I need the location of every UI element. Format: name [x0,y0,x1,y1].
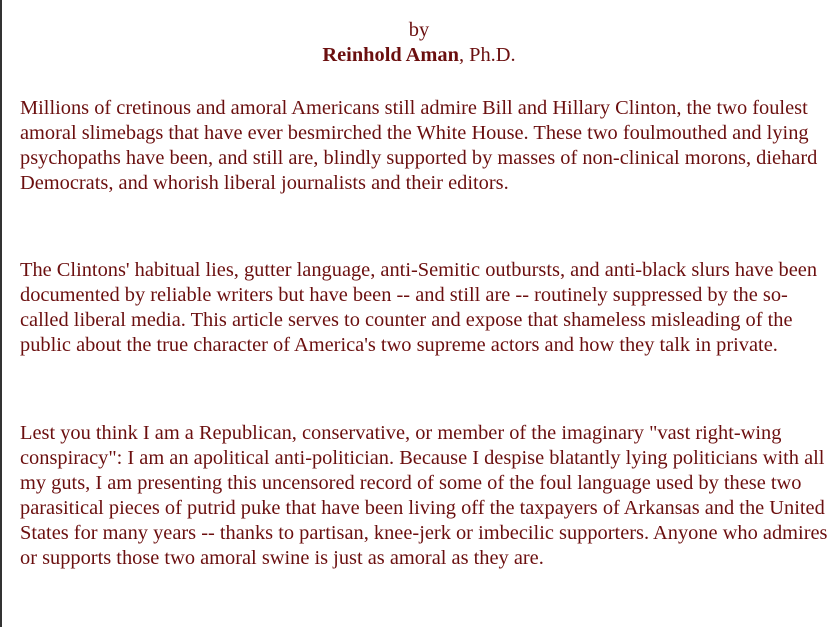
paragraph-intro: Millions of cretinous and amoral Americans still admire Bill and Hillary Clinton, the two foulest amoral slimebags that have ever besmirched the White House. These two foulmouthed and lying psychopaths have been, and still are, blindly supported by masses of non-clinical morons, diehard Democrats, and whorish liberal journalists and their editors. [20,97,818,194]
author-name: Reinhold Aman [322,44,459,66]
author-credential: , Ph.D. [458,44,516,66]
paragraph-media: The Clintons' habitual lies, gutter language, anti-Semitic outbursts, and anti-black slurs have been documented by reliable writers but have been -- and still are -- routinely suppressed by the so-called liberal media. This article serves to counter and expose that shameless misleading of the public about the true character of America's two supreme actors and how they talk in private. [20,259,818,356]
byline-author-line [2,43,834,68]
byline-by: by [408,19,430,41]
paragraph-disclaimer: Lest you think I am a Republican, conservative, or member of the imaginary "vast right-wing conspiracy": I am an apolitical anti-politician. Because I despise blatantly lying politicians with all my guts, I am presenting this uncensored record of some of the foul language used by these two parasitical pieces of putrid puke that have been living off the taxpayers of Arkansas and the United States for many years -- thanks to partisan, knee-jerk or imbecilic supporters. Anyone who admires or supports those two amoral swine is just as amoral as they are. [20,422,828,569]
byline [2,18,834,68]
